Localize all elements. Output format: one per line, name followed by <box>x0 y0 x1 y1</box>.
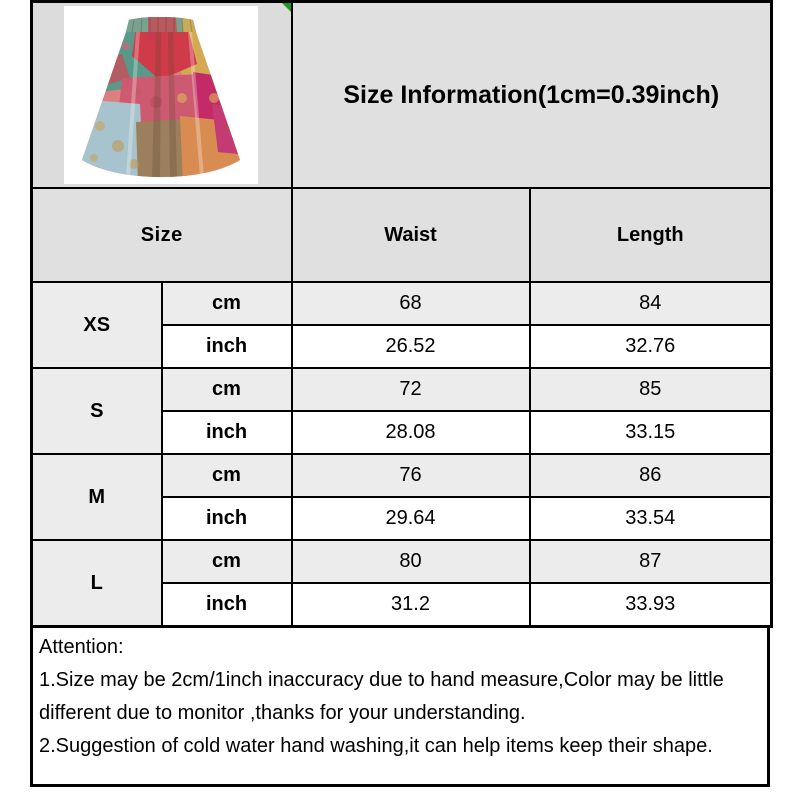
size-column-header: Size <box>32 188 292 282</box>
size-info-title: Size Information(1cm=0.39inch) <box>292 2 772 189</box>
m-waist-cm: 76 <box>292 454 530 497</box>
product-photo <box>64 6 258 184</box>
unit-label: cm <box>162 540 292 583</box>
top-row <box>32 2 772 189</box>
row-l-cm <box>32 540 772 583</box>
product-image-cell <box>32 2 292 189</box>
s-length-cm: 85 <box>530 368 772 411</box>
unit-label: inch <box>162 411 292 454</box>
size-label-xs: XS <box>32 282 162 368</box>
length-column-header: Length <box>530 188 772 282</box>
xs-length-inch: 32.76 <box>530 325 772 368</box>
l-waist-inch: 31.2 <box>292 583 530 627</box>
s-waist-cm: 72 <box>292 368 530 411</box>
size-label-l: L <box>32 540 162 627</box>
waist-column-header: Waist <box>292 188 530 282</box>
size-label-s: S <box>32 368 162 454</box>
unit-label: cm <box>162 282 292 325</box>
unit-label: cm <box>162 368 292 411</box>
patchwork-skirt-illustration <box>64 6 258 184</box>
green-corner-marker-icon <box>282 3 291 12</box>
unit-label: inch <box>162 325 292 368</box>
xs-waist-cm: 68 <box>292 282 530 325</box>
attention-note-2: 2.Suggestion of cold water hand washing,it can help items keep their shape. <box>39 735 713 757</box>
unit-label: cm <box>162 454 292 497</box>
l-waist-cm: 80 <box>292 540 530 583</box>
l-length-inch: 33.93 <box>530 583 772 627</box>
row-m-cm <box>32 454 772 497</box>
m-length-cm: 86 <box>530 454 772 497</box>
size-label-m: M <box>32 454 162 540</box>
xs-length-cm: 84 <box>530 282 772 325</box>
size-table <box>30 0 773 628</box>
row-s-cm <box>32 368 772 411</box>
attention-note-1: 1.Size may be 2cm/1inch inaccuracy due to hand measure,Color may be little different due to monitor ,thanks for your understanding. <box>39 669 724 724</box>
m-length-inch: 33.54 <box>530 497 772 540</box>
size-chart-sheet <box>30 0 770 787</box>
m-waist-inch: 29.64 <box>292 497 530 540</box>
xs-waist-inch: 26.52 <box>292 325 530 368</box>
l-length-cm: 87 <box>530 540 772 583</box>
attention-box <box>30 628 770 787</box>
attention-title: Attention: <box>39 636 124 658</box>
column-header-row <box>32 188 772 282</box>
s-waist-inch: 28.08 <box>292 411 530 454</box>
s-length-inch: 33.15 <box>530 411 772 454</box>
unit-label: inch <box>162 583 292 627</box>
unit-label: inch <box>162 497 292 540</box>
row-xs-cm <box>32 282 772 325</box>
